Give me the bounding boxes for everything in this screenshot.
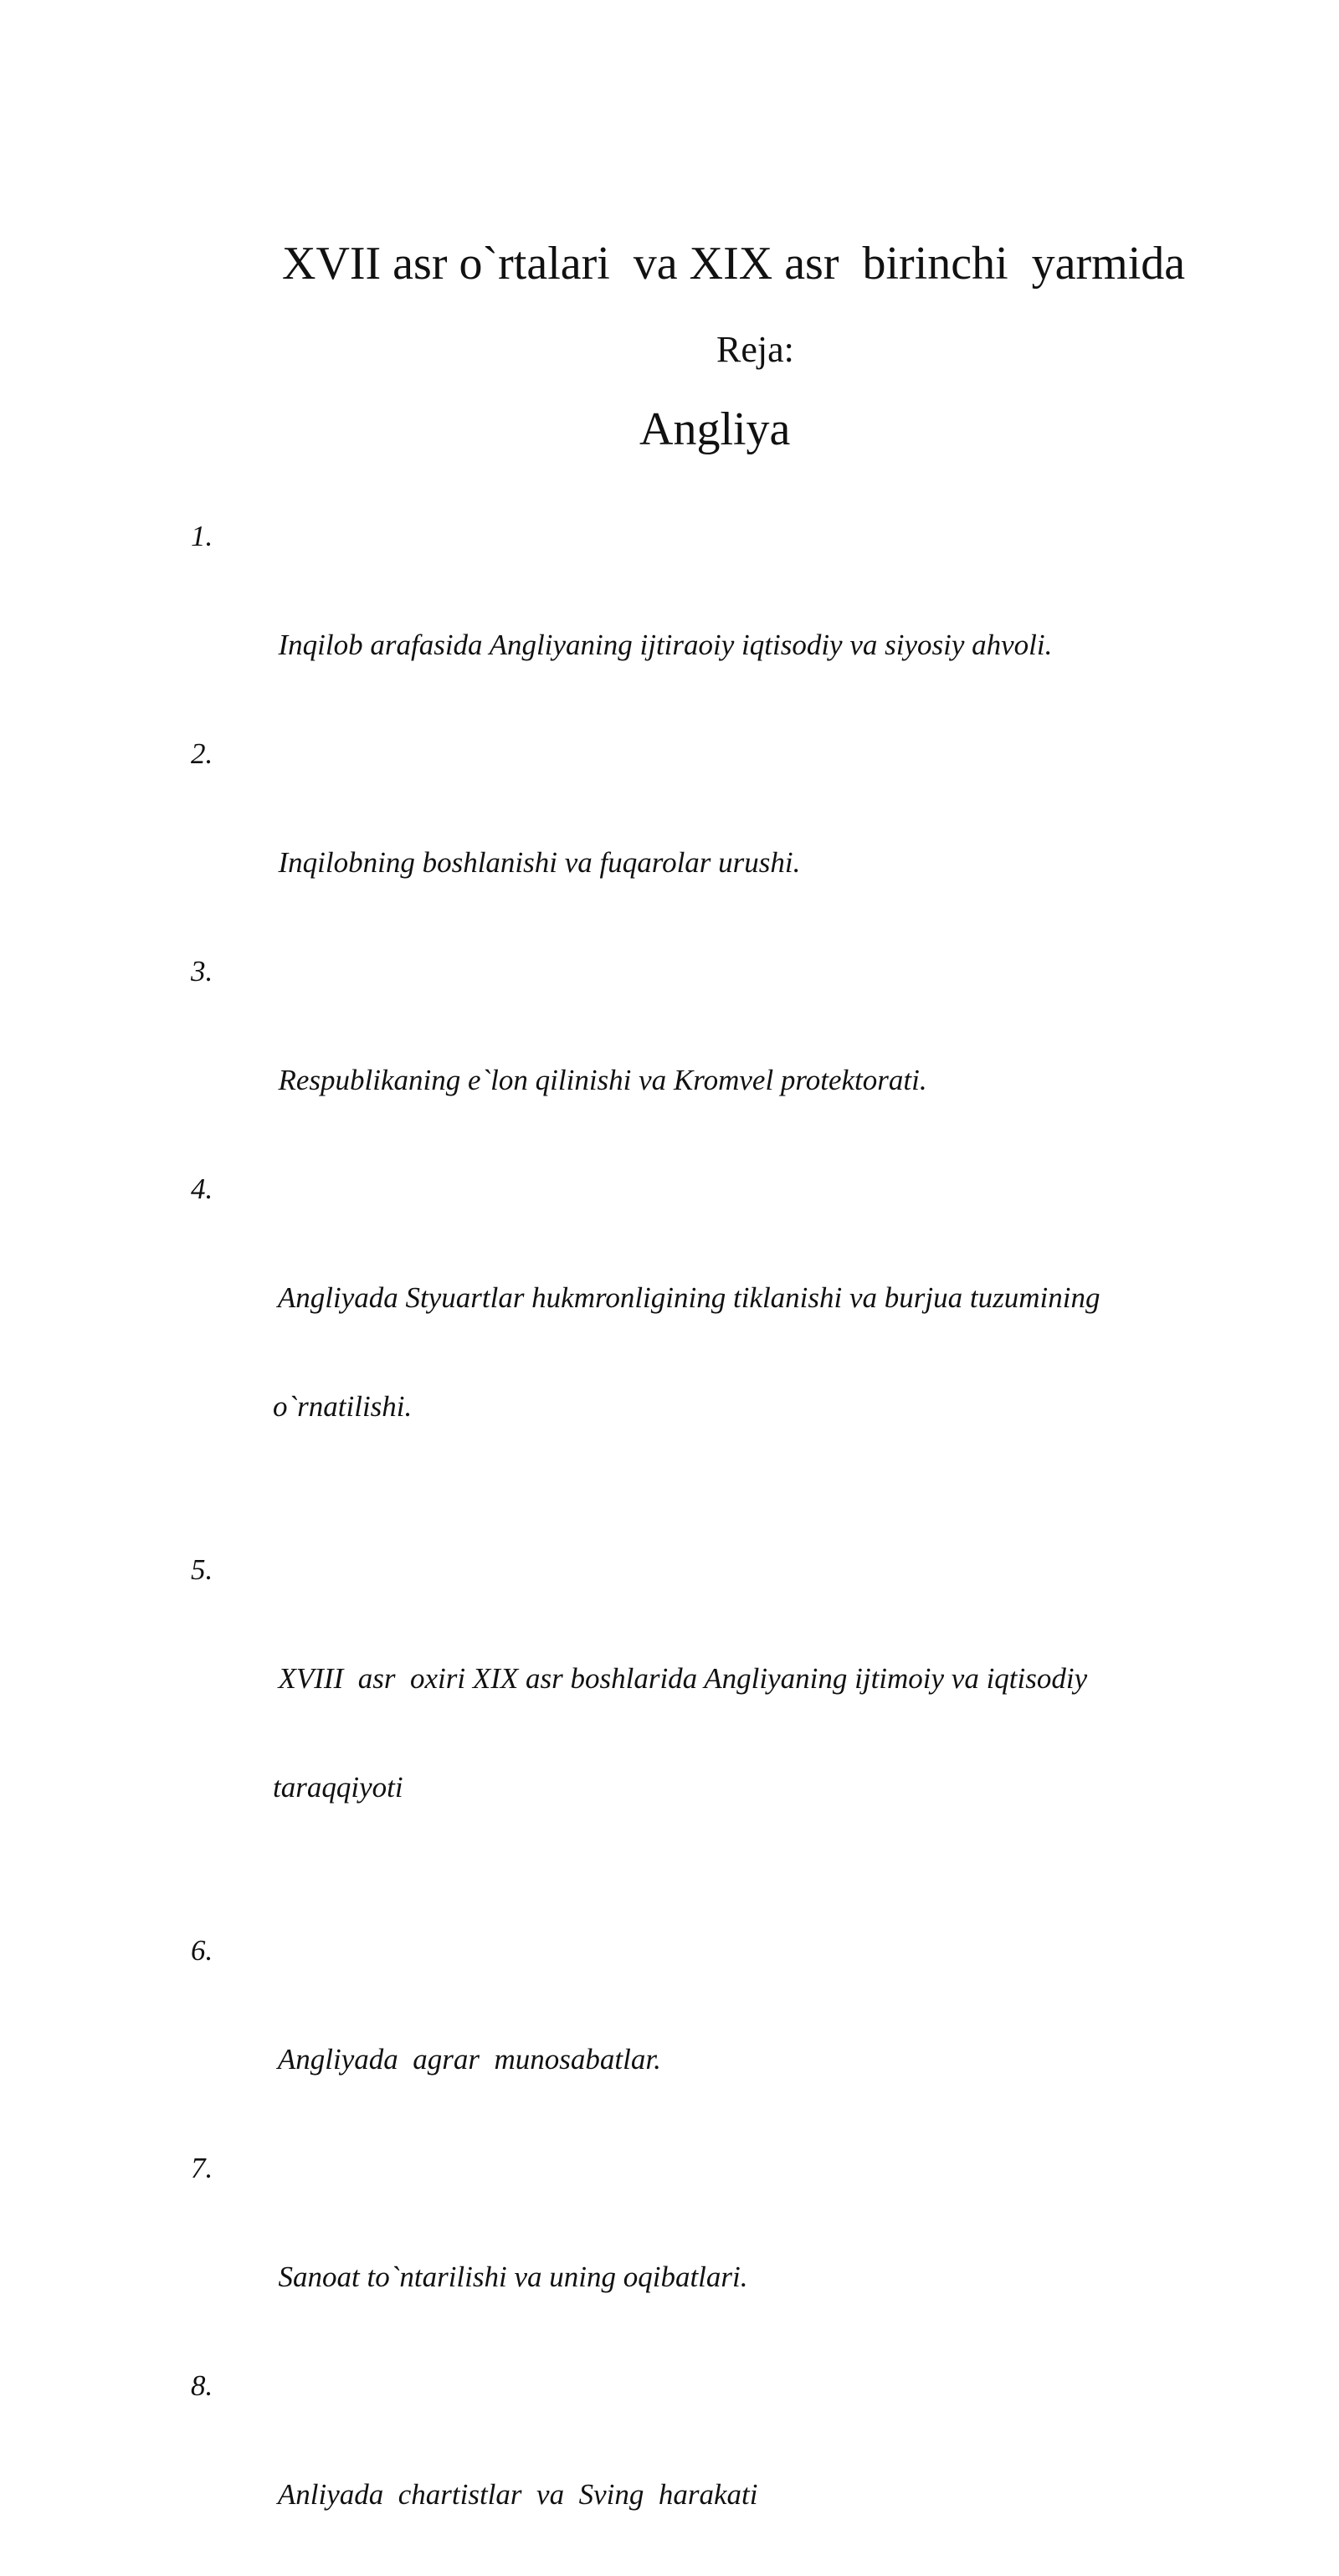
title-line-2: Angliya xyxy=(639,403,791,455)
plan-item-number: 6. xyxy=(191,1934,213,1967)
plan-item-6 xyxy=(191,1923,1212,2141)
plan-item-number: 3. xyxy=(191,955,213,988)
plan-item-continuation: o`rnatilishi. xyxy=(273,1390,413,1423)
plan-item-continuation: taraqqiyoti xyxy=(273,1771,403,1804)
plan-item-4 xyxy=(191,1162,1212,1542)
plan-item-5 xyxy=(191,1542,1212,1923)
plan-heading: Reja: xyxy=(716,329,794,370)
plan-item-text: Angliyada agrar munosabatlar. xyxy=(277,2043,661,2076)
plan-item-text: Inqilob arafasida Angliyaning ijtiraoiy iqtisodiy va siyosiy ahvoli. xyxy=(278,629,1053,661)
plan-item-text: Respublikaning e`lon qilinishi va Kromvel protektorati. xyxy=(278,1064,927,1096)
plan-item-text: Anliyada chartistlar va Sving harakati xyxy=(277,2478,758,2511)
plan-item-number: 8. xyxy=(191,2369,213,2402)
plan-item-number: 7. xyxy=(191,2152,213,2184)
plan-item-8 xyxy=(191,2358,1212,2576)
title-line-1: XVII asr o`rtalari va XIX asr birinchi yarmida xyxy=(282,238,1186,290)
plan-item-number: 1. xyxy=(191,520,213,552)
plan-item-number: 5. xyxy=(191,1553,213,1586)
plan-list xyxy=(191,509,1212,2576)
plan-item-text: XVIII asr oxiri XIX asr boshlarida Angliyaning ijtimoiy va iqtisodiy xyxy=(278,1662,1088,1695)
plan-item-2 xyxy=(191,726,1212,944)
plan-item-text: Angliyada Styuartlar hukmronligining tiklanishi va burjua tuzumining xyxy=(277,1281,1100,1314)
plan-item-3 xyxy=(191,944,1212,1162)
plan-item-text: Sanoat to`ntarilishi va uning oqibatlari. xyxy=(278,2260,748,2293)
plan-item-1 xyxy=(191,509,1212,726)
plan-item-number: 2. xyxy=(191,737,213,770)
plan-item-number: 4. xyxy=(191,1173,213,1205)
plan-item-text: Inqilobning boshlanishi va fuqarolar urushi. xyxy=(278,846,801,879)
plan-item-7 xyxy=(191,2141,1212,2358)
